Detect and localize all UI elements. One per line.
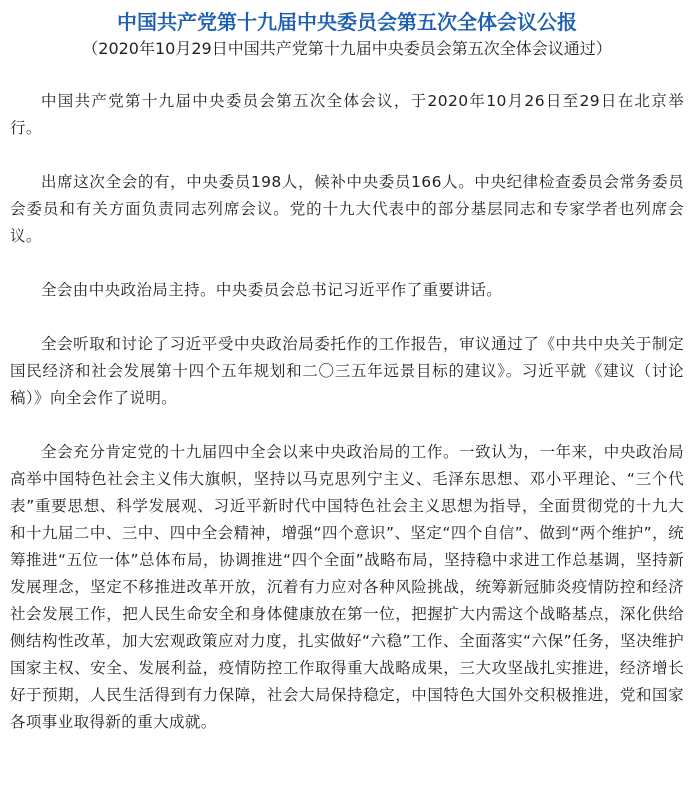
page-title: 中国共产党第十九届中央委员会第五次全体会议公报 — [117, 10, 577, 34]
paragraph-4: 全会听取和讨论了习近平受中央政治局委托作的工作报告，审议通过了《中共中央关于制定国民经济和社会发展第十四个五年规划和二〇三五年远景目标的建议》。习近平就《建议（讨论稿）》向全会作了说明。 — [10, 335, 684, 407]
paragraph-5: 全会充分肯定党的十九届四中全会以来中央政治局的工作。一致认为，一年来，中央政治局高举中国特色社会主义伟大旗帜，坚持以马克思列宁主义、毛泽东思想、邓小平理论、“三个代表”重要思想、科学发展观、习近平新时代中国特色社会主义思想为指导，全面贯彻党的十九大和十九届二中、三中、四中全会精神，增强“四个意识”、坚定“四个自信”、做到“两个维护”，统筹推进“五位一体”总体布局，协调推进“四个全面”战略布局，坚持稳中求进工作总基调，坚持新发展理念，坚定不移推进改革开放，沉着有力应对各种风险挑战，统筹新冠肺炎疫情防控和经济社会发展工作，把人民生命安全和身体健康放在第一位，把握扩大内需这个战略基点，深化供给侧结构性改革，加大宏观政策应对力度，扎实做好“六稳”工作、全面落实“六保”任务，坚决维护国家主权、安全、发展利益，疫情防控工作取得重大战略成果，三大攻坚战扎实推进，经济增长好于预期，人民生活得到有力保障，社会大局保持稳定，中国特色大国外交积极推进，党和国家各项事业取得新的重大成就。 — [10, 443, 684, 731]
paragraph-1: 中国共产党第十九届中央委员会第五次全体会议，于2020年10月26日至29日在北京举行。 — [10, 92, 684, 137]
document-body — [10, 88, 684, 736]
paragraph-2: 出席这次全会的有，中央委员198人，候补中央委员166人。中央纪律检查委员会常务委员会委员和有关方面负责同志列席会议。党的十九大代表中的部分基层同志和专家学者也列席会议。 — [10, 173, 684, 245]
page-subtitle: （2020年10月29日中国共产党第十九届中央委员会第五次全体会议通过） — [82, 39, 612, 58]
paragraph-3: 全会由中央政治局主持。中央委员会总书记习近平作了重要讲话。 — [41, 281, 503, 299]
